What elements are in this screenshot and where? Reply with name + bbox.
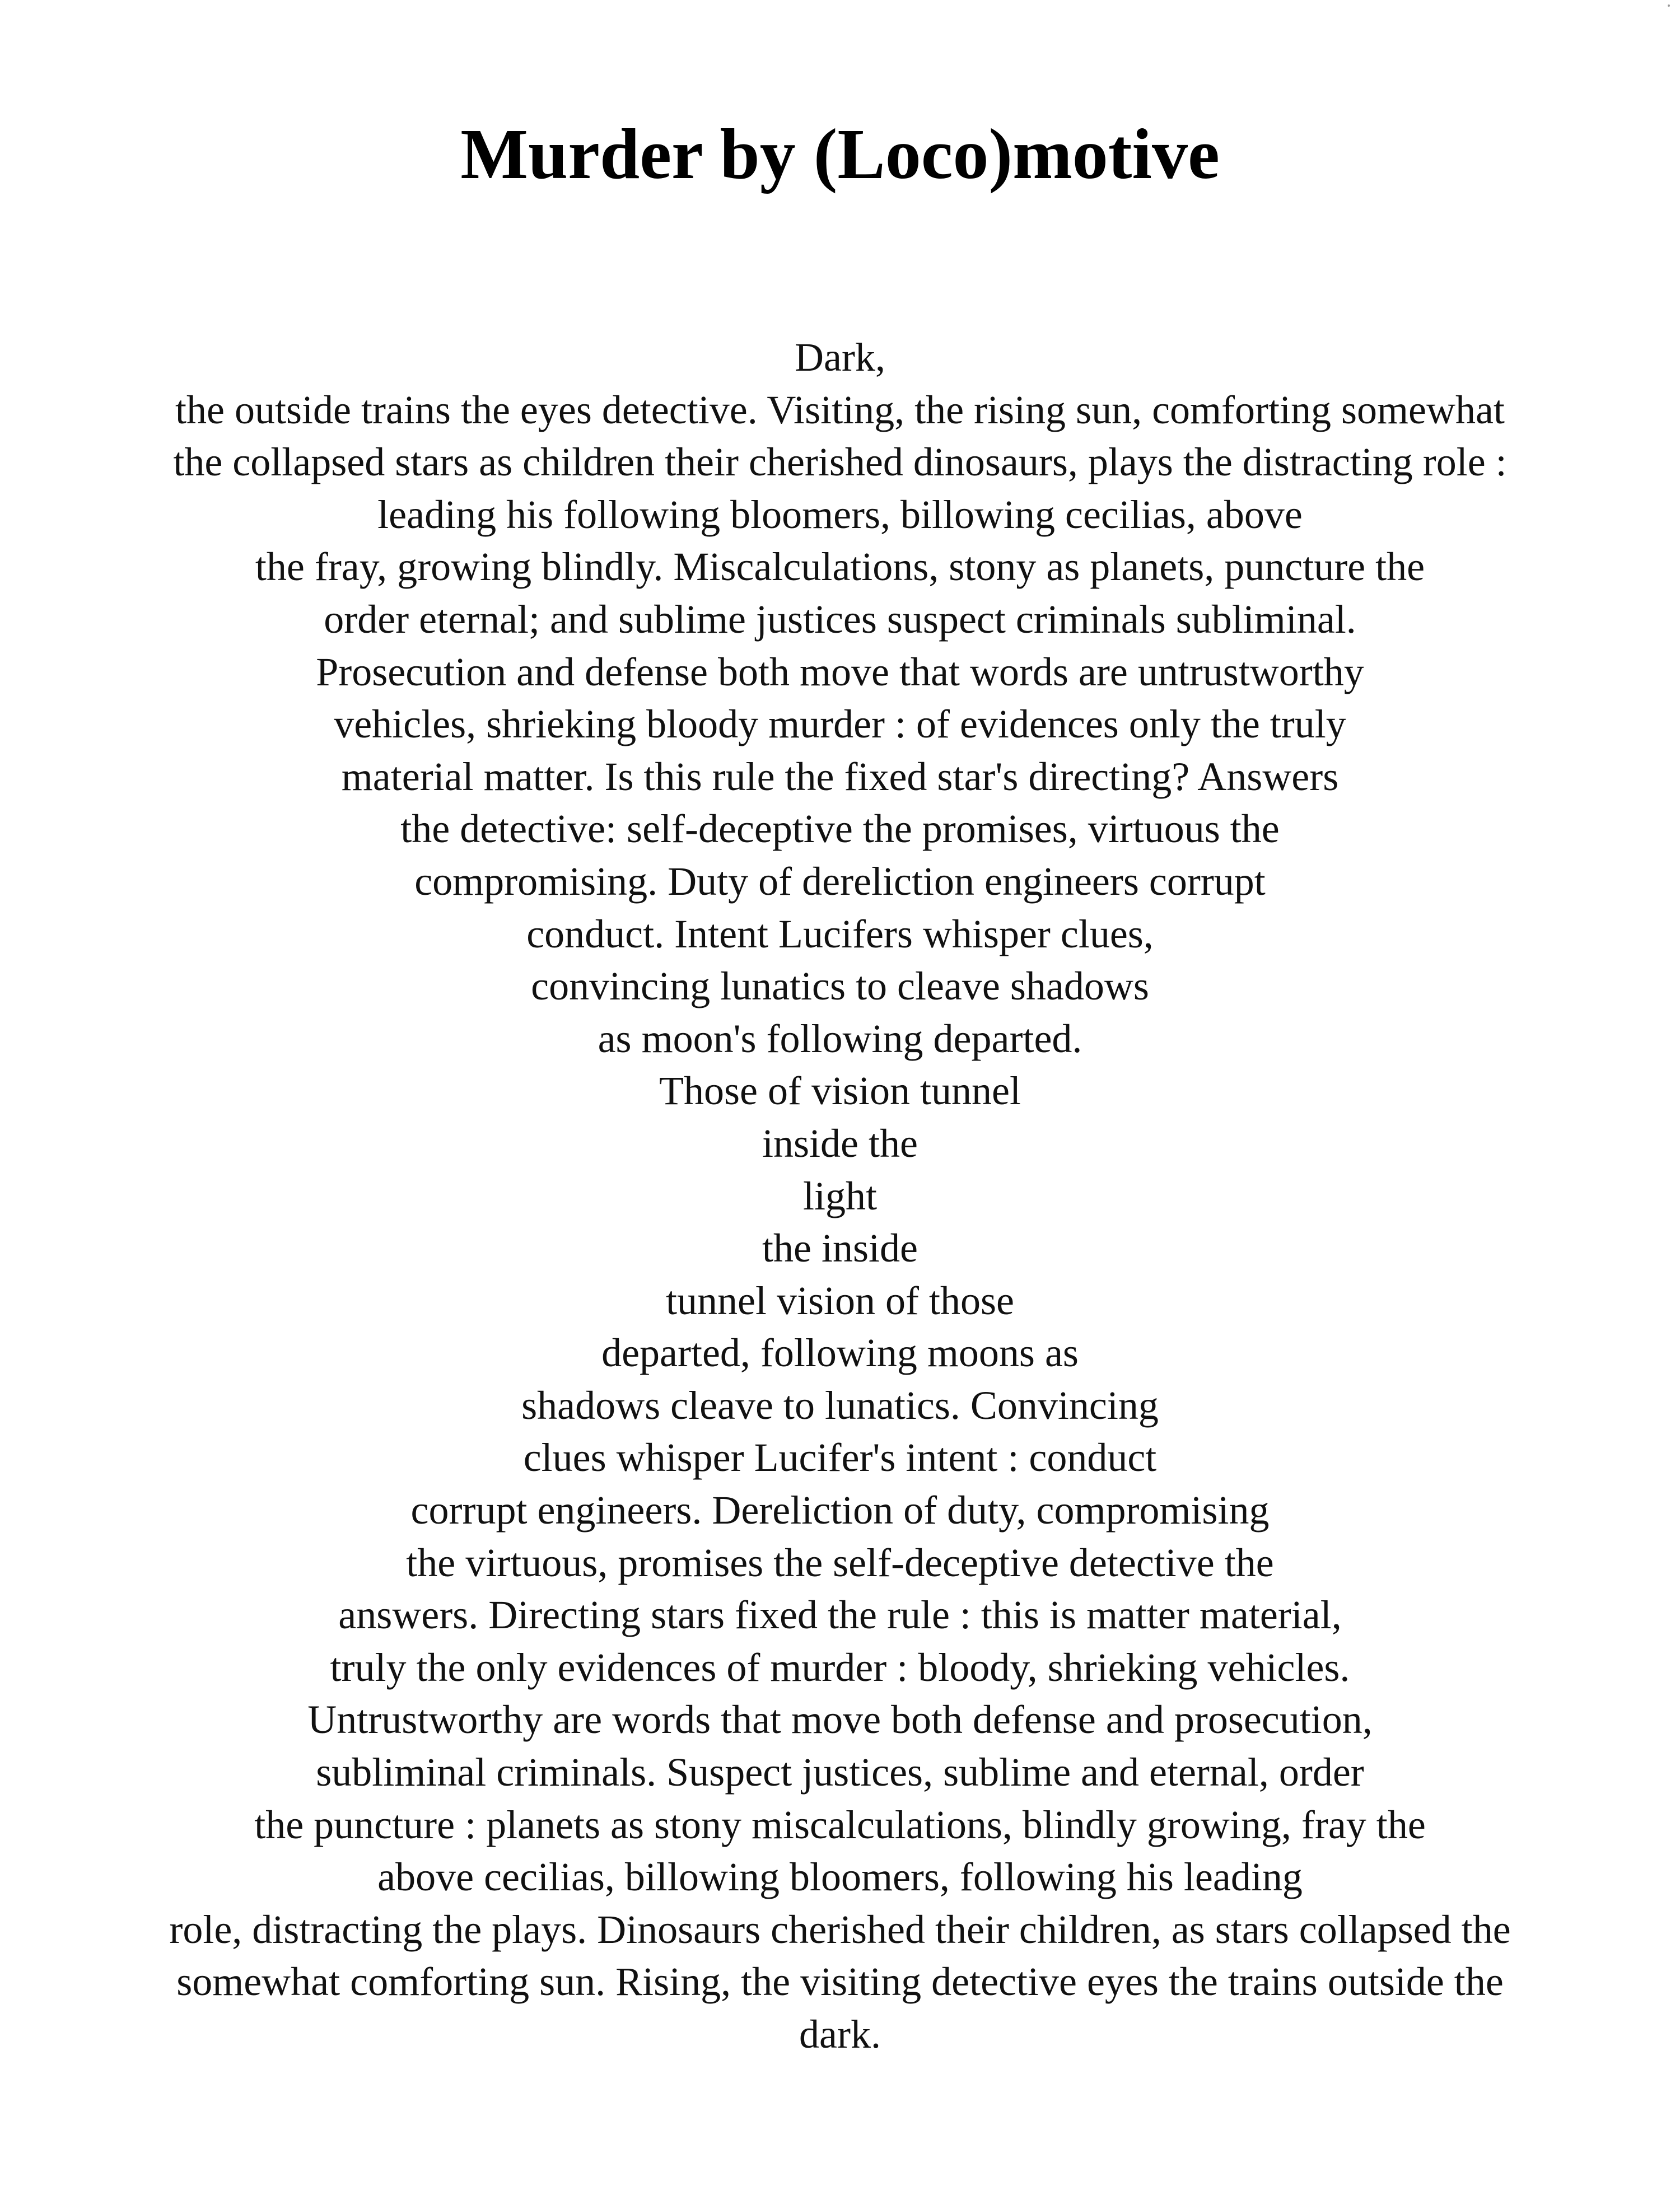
- poem-line: order eternal; and sublime justices suspect criminals subliminal.: [324, 596, 1356, 642]
- poem-line: role, distracting the plays. Dinosaurs cherished their children, as stars collapsed the: [169, 1907, 1511, 1952]
- poem-line: the detective: self-deceptive the promises, virtuous the: [400, 806, 1280, 852]
- poem-line: subliminal criminals. Suspect justices, sublime and eternal, order: [316, 1750, 1364, 1795]
- poem-line: corrupt engineers. Dereliction of duty, compromising: [410, 1488, 1270, 1533]
- poem-line: the puncture : planets as stony miscalculations, blindly growing, fray the: [254, 1802, 1426, 1847]
- poem-line: truly the only evidences of murder : bloody, shrieking vehicles.: [330, 1645, 1350, 1690]
- poem-line: Dark,: [795, 335, 885, 380]
- poem-line: material matter. Is this rule the fixed star's directing? Answers: [341, 754, 1339, 799]
- poem-line: Untrustworthy are words that move both defense and prosecution,: [307, 1697, 1373, 1742]
- poem-body: [84, 331, 1596, 2061]
- poem-line: vehicles, shrieking bloody murder : of evidences only the truly: [334, 702, 1346, 747]
- poem-line: inside the: [762, 1120, 918, 1166]
- poem-line: the outside trains the eyes detective. Visiting, the rising sun, comforting somewhat: [175, 387, 1505, 432]
- poem-line: clues whisper Lucifer's intent : conduct: [523, 1435, 1157, 1480]
- poem-line: shadows cleave to lunatics. Convincing: [521, 1382, 1159, 1428]
- poem-line: above cecilias, billowing bloomers, following his leading: [377, 1854, 1303, 1900]
- poem-line: compromising. Duty of dereliction engineers corrupt: [414, 858, 1266, 904]
- poem-line: the inside: [762, 1226, 918, 1271]
- poem-line: answers. Directing stars fixed the rule : this is matter material,: [338, 1592, 1342, 1638]
- poem-line: as moon's following departed.: [598, 1016, 1082, 1061]
- poem-title: Murder by (Loco)motive: [460, 114, 1220, 194]
- poem-line: dark.: [799, 2012, 881, 2057]
- poem-line: the virtuous, promises the self-deceptive detective the: [406, 1540, 1274, 1585]
- poem-line: Prosecution and defense both move that words are untrustworthy: [316, 649, 1364, 694]
- poem-line: conduct. Intent Lucifers whisper clues,: [526, 911, 1154, 956]
- poem-line: departed, following moons as: [601, 1330, 1079, 1376]
- corner-mark: [1668, 4, 1670, 7]
- poem-line: the collapsed stars as children their cherished dinosaurs, plays the distracting role :: [173, 440, 1507, 485]
- poem-line: Those of vision tunnel: [659, 1068, 1021, 1114]
- poem-line: somewhat comforting sun. Rising, the visiting detective eyes the trains outside the: [176, 1959, 1504, 2005]
- poem-line: convincing lunatics to cleave shadows: [531, 964, 1149, 1009]
- poem-line: light: [802, 1173, 877, 1218]
- poem-line: tunnel vision of those: [666, 1278, 1014, 1323]
- poem-line: the fray, growing blindly. Miscalculations, stony as planets, puncture the: [255, 544, 1425, 590]
- poem-line: leading his following bloomers, billowing cecilias, above: [377, 492, 1303, 537]
